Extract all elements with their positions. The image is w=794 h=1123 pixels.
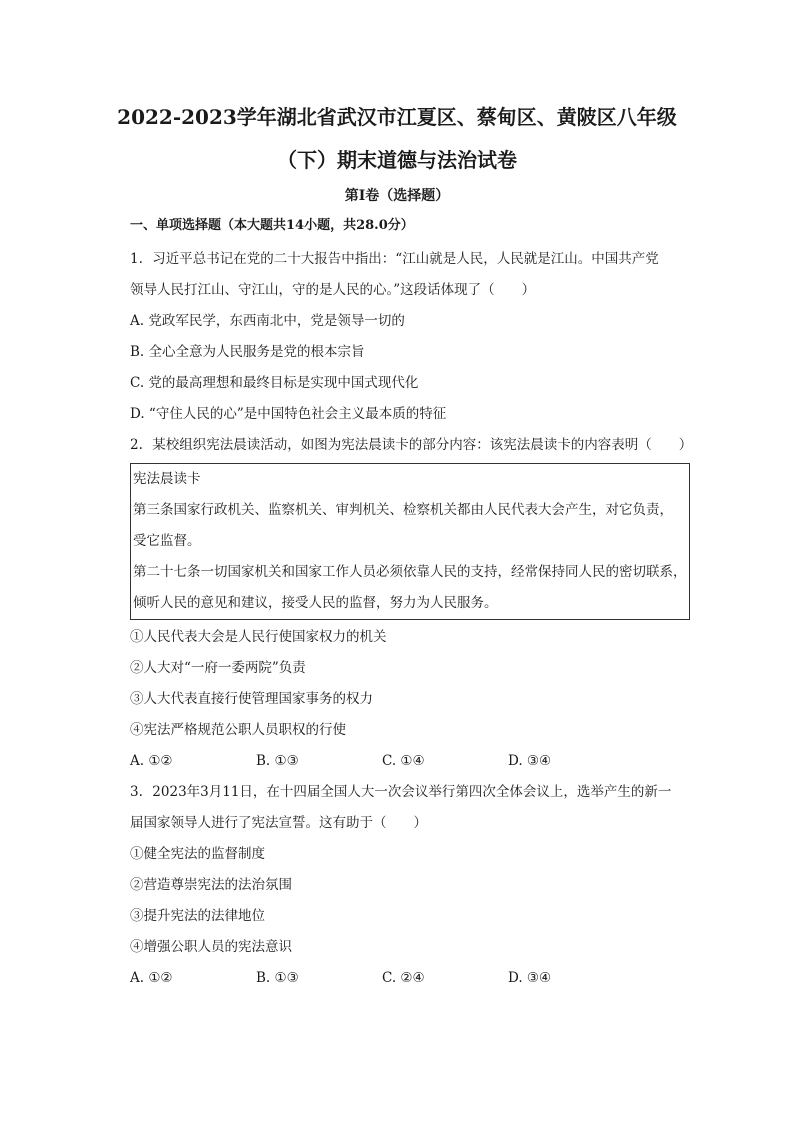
statement-1: ①健全宪法的监督制度 bbox=[130, 846, 265, 862]
answer-choices bbox=[130, 746, 690, 777]
statement-4: ④宪法严格规范公职人员职权的行使 bbox=[130, 722, 346, 738]
choice-a: A. ①② bbox=[130, 970, 173, 986]
statement-2: ②人大对“一府一委两院”负责 bbox=[130, 660, 306, 676]
choice-a: A. ①② bbox=[130, 753, 173, 769]
exam-title-line2: （下）期末道德与法治试卷 bbox=[277, 148, 517, 172]
card-title: 宪法晨读卡 bbox=[133, 471, 201, 487]
question-1 bbox=[130, 244, 690, 430]
choice-d: D. ③④ bbox=[508, 753, 552, 769]
question-2-stem-text: 某校组织宪法晨读活动，如图为宪法晨读卡的部分内容：该宪法晨读卡的内容表明（ ） bbox=[152, 437, 693, 453]
choice-b: B. ①③ bbox=[256, 970, 299, 986]
constitution-reading-card bbox=[130, 463, 690, 620]
question-3-stem-line1: 2023年3月11日，在十四届全国人大一次会议举行第四次全体会议上，选举产生的新一 bbox=[152, 784, 672, 800]
question-3-stem bbox=[130, 777, 690, 808]
question-3 bbox=[130, 777, 690, 994]
question-2-stem bbox=[130, 430, 693, 461]
question-1-stem-line2: 领导人民打江山、守江山，守的是人民的心。”这段话体现了（ ） bbox=[130, 282, 536, 298]
option-a: A. 党政军民学，东西南北中，党是领导一切的 bbox=[130, 313, 405, 329]
statement-4: ④增强公职人员的宪法意识 bbox=[130, 939, 292, 955]
statement-3: ③人大代表直接行使管理国家事务的权力 bbox=[130, 691, 373, 707]
question-number: 3. bbox=[130, 784, 143, 800]
card-article-27-line1: 第二十七条一切国家机关和国家工作人员必须依靠人民的支持，经常保持同人民的密切联系， bbox=[133, 564, 687, 580]
question-3-stem-line2: 届国家领导人进行了宪法宣誓。这有助于（ ） bbox=[130, 815, 427, 831]
question-number: 1. bbox=[130, 251, 143, 267]
question-number: 2. bbox=[130, 437, 143, 453]
question-content bbox=[130, 218, 693, 994]
card-article-3-line1: 第三条国家行政机关、监察机关、审判机关、检察机关都由人民代表大会产生，对它负责， bbox=[133, 502, 673, 518]
option-c: C. 党的最高理想和最终目标是实现中国式现代化 bbox=[130, 375, 419, 391]
choice-b: B. ①③ bbox=[256, 753, 299, 769]
section-title: 第Ⅰ卷（选择题） bbox=[344, 188, 450, 204]
card-article-3-line2: 受它监督。 bbox=[133, 533, 201, 549]
option-d: D. “守住人民的心”是中国特色社会主义最本质的特征 bbox=[130, 406, 447, 422]
part-header: 一、单项选择题（本大题共14小题，共28.0分） bbox=[130, 218, 414, 233]
statement-1: ①人民代表大会是人民行使国家权力的机关 bbox=[130, 629, 387, 645]
statement-3: ③提升宪法的法律地位 bbox=[130, 908, 265, 924]
option-b: B. 全心全意为人民服务是党的根本宗旨 bbox=[130, 344, 365, 360]
question-1-stem-line1: 习近平总书记在党的二十大报告中指出：“江山就是人民，人民就是江山。中国共产党 bbox=[152, 251, 659, 267]
question-2 bbox=[130, 430, 693, 777]
statement-2: ②营造尊崇宪法的法治氛围 bbox=[130, 877, 292, 893]
question-1-stem bbox=[130, 244, 690, 275]
card-article-27-line2: 倾听人民的意见和建议，接受人民的监督，努力为人民服务。 bbox=[133, 595, 498, 611]
choice-c: C. ①④ bbox=[382, 753, 425, 769]
choice-d: D. ③④ bbox=[508, 970, 552, 986]
answer-choices bbox=[130, 963, 690, 994]
choice-c: C. ②④ bbox=[382, 970, 425, 986]
exam-title-line1: 2022-2023学年湖北省武汉市江夏区、蔡甸区、黄陂区八年级 bbox=[117, 105, 677, 129]
